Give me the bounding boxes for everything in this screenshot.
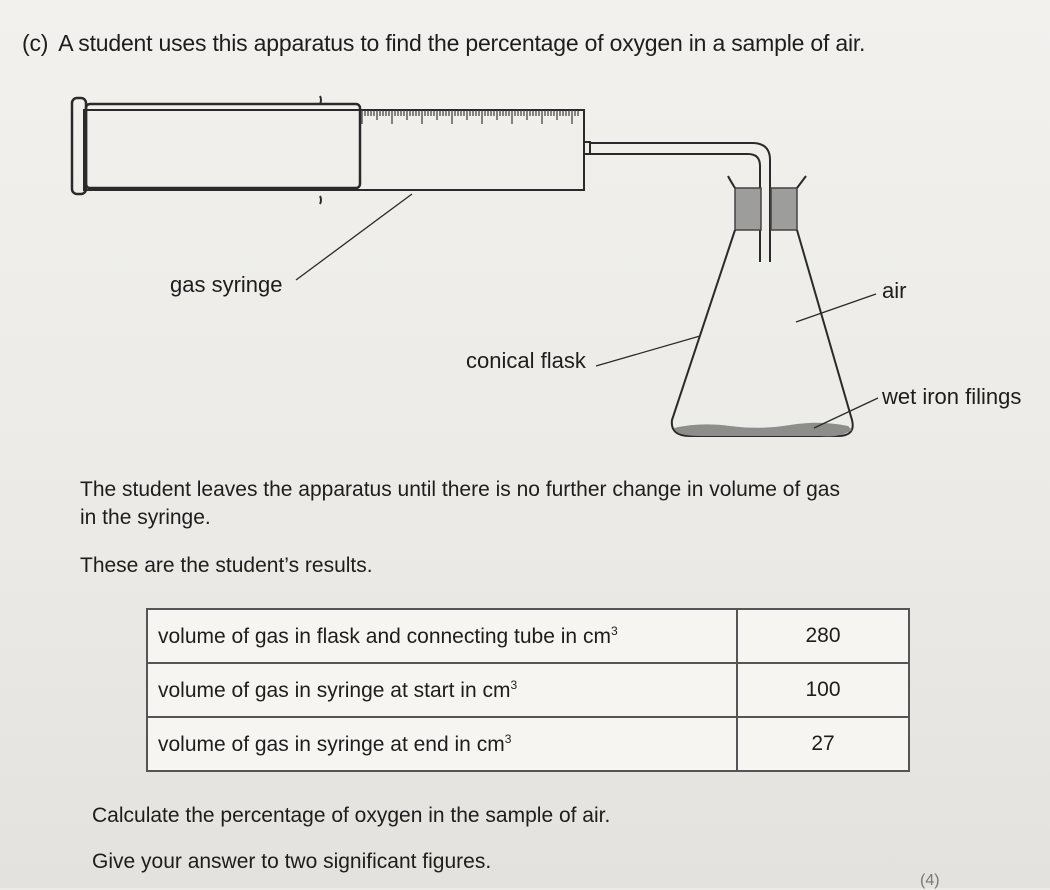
air-label: air xyxy=(882,278,907,303)
syringe-plunger xyxy=(86,104,360,188)
row-value: 280 xyxy=(737,609,909,663)
row-value: 27 xyxy=(737,717,909,771)
question-number: (c) xyxy=(22,30,49,56)
gas-syringe-label: gas syringe xyxy=(170,272,283,297)
row-label: volume of gas in flask and connecting tube in $cm^3$ xyxy=(147,609,737,663)
wet-iron-filings-label: wet iron filings xyxy=(882,384,1022,409)
instruction-line-1: The student leaves the apparatus until there is no further change in volume of gas xyxy=(80,478,840,501)
sig-figs-instruction: Give your answer to two significant figures. xyxy=(92,850,492,873)
instruction-paragraph xyxy=(80,476,940,532)
results-table xyxy=(146,608,910,772)
table-row xyxy=(147,609,909,663)
instruction-line-2: in the syringe. xyxy=(80,506,211,529)
results-intro: These are the student’s results. xyxy=(80,554,373,577)
conical-flask-label: conical flask xyxy=(466,348,586,373)
marks-indicator: (4) xyxy=(920,872,940,889)
question-stem: A student uses this apparatus to find the percentage of oxygen in a sample of air. xyxy=(58,30,866,56)
bung xyxy=(735,188,761,230)
table-row xyxy=(147,663,909,717)
conical-flask xyxy=(672,230,853,436)
iron-filings xyxy=(674,423,852,437)
calculate-instruction: Calculate the percentage of oxygen in the sample of air. xyxy=(92,804,611,827)
table-row xyxy=(147,717,909,771)
row-label: volume of gas in syringe at end in $cm^3$ xyxy=(147,717,737,771)
syringe-scale xyxy=(362,110,578,124)
row-label: volume of gas in syringe at start in $cm^3$ xyxy=(147,663,737,717)
row-value: 100 xyxy=(737,663,909,717)
syringe-barrel xyxy=(84,110,584,190)
